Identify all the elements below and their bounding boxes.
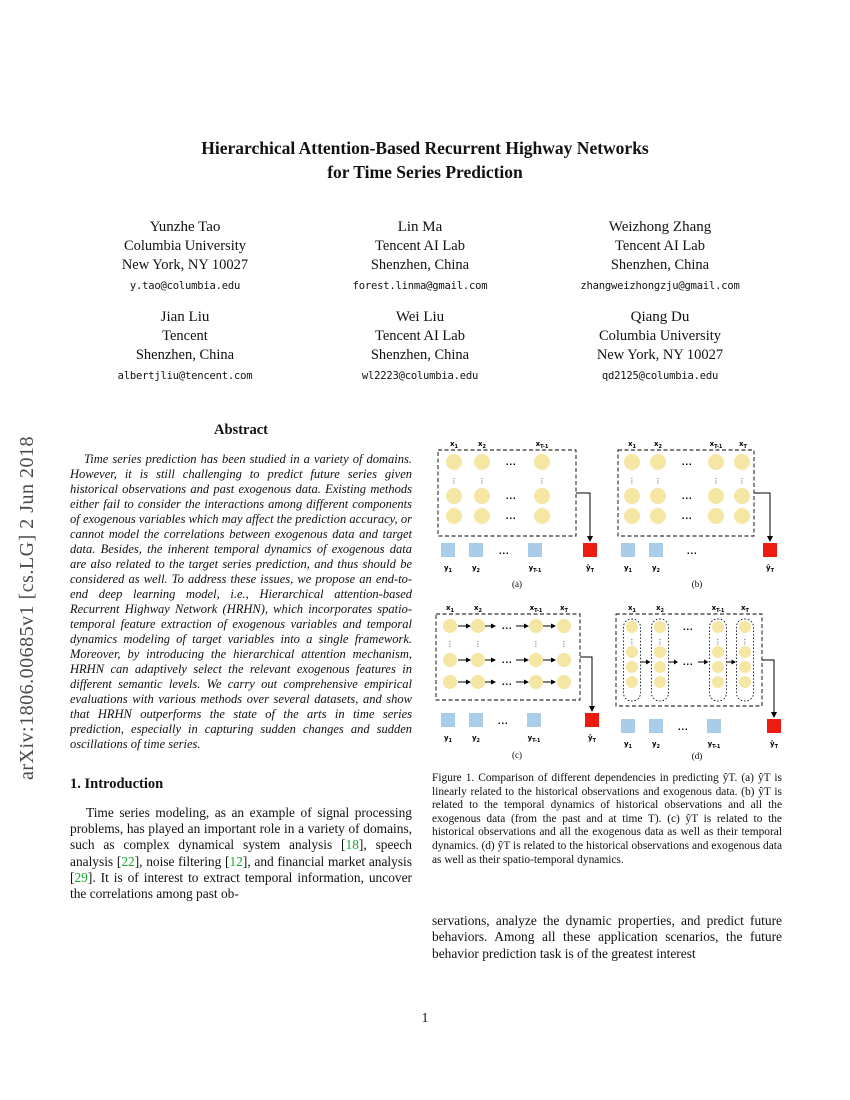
yT1-label: $y_{T-1}$ xyxy=(528,564,542,574)
author-affiliation: Tencent AI Lab xyxy=(375,328,465,344)
introduction-paragraph xyxy=(70,805,412,902)
xT-label: $x_T$ xyxy=(741,604,749,614)
title-line-1: Hierarchical Attention-Based Recurrent Highway Networks xyxy=(201,138,649,158)
arrowhead-icon xyxy=(589,706,595,712)
xT1-label: $x_{T-1}$ xyxy=(535,440,549,450)
ellipsis: ... xyxy=(681,492,693,501)
panel-label-a: (a) xyxy=(512,579,522,589)
author-location: Shenzhen, China xyxy=(370,347,470,363)
author-block xyxy=(540,218,780,292)
exogenous-nodes xyxy=(446,454,550,524)
arrowhead-icon xyxy=(767,536,773,542)
author-name: Weizhong Zhang xyxy=(608,219,712,235)
ellipsis: ... xyxy=(681,458,693,467)
author-block xyxy=(70,218,300,292)
author-block xyxy=(70,308,300,382)
vertical-dots: ⋮ xyxy=(450,477,458,485)
vertical-dots: ⋮ xyxy=(446,640,454,648)
x1-label: $x_1$ xyxy=(628,440,636,450)
xT1-label: $x_{T-1}$ xyxy=(529,604,543,614)
vertical-dots: ⋮ xyxy=(474,640,482,648)
author-affiliation: Columbia University xyxy=(598,328,722,344)
vertical-dots: ⋮ xyxy=(628,477,636,485)
x2-label: $x_2$ xyxy=(474,604,482,614)
prediction-square xyxy=(585,713,599,727)
subfigure-c xyxy=(432,600,602,762)
vertical-dots: ⋮ xyxy=(532,640,540,648)
author-name: Jian Liu xyxy=(160,309,210,325)
paper-title xyxy=(0,136,850,184)
x1-label: $x_1$ xyxy=(446,604,454,614)
dependency-connector xyxy=(754,493,770,537)
panel-label-b: (b) xyxy=(691,579,703,589)
ellipsis: ... xyxy=(501,622,513,631)
yT1-label: $y_{T-1}$ xyxy=(527,734,541,744)
subfigure-d xyxy=(612,600,782,762)
target-history-squares xyxy=(621,543,663,557)
arxiv-stamp: arXiv:1806.00685v1 [cs.LG] 2 Jun 2018 xyxy=(16,435,38,780)
prediction-square xyxy=(583,543,597,557)
vertical-dots: ⋮ xyxy=(714,638,722,646)
xT1-label: $x_{T-1}$ xyxy=(709,440,723,450)
author-name: Qiang Du xyxy=(630,309,690,325)
figure-row-bottom xyxy=(432,600,782,762)
left-column xyxy=(70,422,412,902)
x1-label: $x_1$ xyxy=(628,604,636,614)
figure-1 xyxy=(432,436,782,962)
prediction-square xyxy=(767,719,781,733)
vertical-dots: ⋮ xyxy=(628,638,636,646)
vertical-dots: ⋮ xyxy=(712,477,720,485)
yhatT-label: $ŷ_T$ xyxy=(588,734,596,744)
author-block xyxy=(300,218,540,292)
dependency-connector xyxy=(576,493,590,537)
vertical-dots: ⋮ xyxy=(656,638,664,646)
ellipsis: ... xyxy=(682,658,694,667)
figure-row-top xyxy=(432,436,782,592)
author-location: New York, NY 10027 xyxy=(121,257,249,273)
author-email: zhangweizhongzju@gmail.com xyxy=(580,280,740,292)
y2-label: $y_2$ xyxy=(471,564,481,574)
author-name: Lin Ma xyxy=(397,219,443,235)
author-location: Shenzhen, China xyxy=(610,257,710,273)
panel-label-c: (c) xyxy=(512,750,522,760)
ellipsis: ... xyxy=(682,623,694,632)
citation-link[interactable]: 29 xyxy=(74,869,88,885)
vertical-dots: ⋮ xyxy=(738,477,746,485)
xT-label: $x_T$ xyxy=(739,440,747,450)
y1-label: $y_1$ xyxy=(443,734,453,744)
author-affiliation: Tencent AI Lab xyxy=(615,238,705,254)
author-block xyxy=(540,308,780,382)
intro-text: ], noise filtering [ xyxy=(134,853,230,869)
x2-label: $x_2$ xyxy=(656,604,664,614)
intro-text: ], and financial market analysis [ xyxy=(70,853,412,885)
temporal-arrows xyxy=(458,624,556,685)
ellipsis: ... xyxy=(497,717,509,726)
intro-text: ]. It is of interest to extract temporal information, uncover the correlations among past ob- xyxy=(70,869,412,902)
author-location: Shenzhen, China xyxy=(370,257,470,273)
ellipsis: ... xyxy=(505,492,517,501)
right-column-paragraph: servations, analyze the dynamic properties, and predict future behaviors. Among all these application scenarios, the future behavior prediction task is of the greatest interest xyxy=(432,913,782,961)
abstract-heading: Abstract xyxy=(214,422,268,438)
introduction-heading: 1. Introduction xyxy=(70,776,164,792)
ellipsis: ... xyxy=(505,458,517,467)
author-location: New York, NY 10027 xyxy=(596,347,724,363)
author-email: qd2125@columbia.edu xyxy=(601,370,719,382)
vertical-dots: ⋮ xyxy=(654,477,662,485)
author-name: Yunzhe Tao xyxy=(149,219,221,235)
target-history-squares xyxy=(441,713,541,727)
ellipsis: ... xyxy=(501,678,513,687)
xT-label: $x_T$ xyxy=(560,604,568,614)
author-affiliation: Tencent xyxy=(162,328,208,344)
author-location: Shenzhen, China xyxy=(135,347,235,363)
x2-label: $x_2$ xyxy=(654,440,662,450)
author-email: albertjliu@tencent.com xyxy=(117,370,253,382)
ellipsis: ... xyxy=(498,547,510,556)
y1-label: $y_1$ xyxy=(623,740,633,750)
vertical-dots: ⋮ xyxy=(741,638,749,646)
authors-grid xyxy=(70,218,780,382)
xT1-label: $x_{T-1}$ xyxy=(711,604,725,614)
yhatT-label: $ŷ_T$ xyxy=(766,564,774,574)
vertical-dots: ⋮ xyxy=(538,477,546,485)
page-number: 1 xyxy=(421,1010,429,1025)
ellipsis: ... xyxy=(501,656,513,665)
intro-text: ], speech analysis [ xyxy=(70,837,412,869)
author-name: Wei Liu xyxy=(395,309,445,325)
prediction-square xyxy=(763,543,777,557)
abstract-text: Time series prediction has been studied in a variety of domains. However, it is still challenging to predict future series given historical observations and past exogenous data. Existing methods either fail to consider the interactions among different components of exogenous variables which may affect the prediction accuracy, or cannot model the correlations between exogenous data and target data. Besides, the inherent temporal dynamics of exogenous data are also related to the target series prediction, and thus should be considered as well. To address these issues, we propose an end-to-end deep learning model, i.e., Hierarchical attention-based Recurrent Highway Network (HRHN), which incorporates spatio-temporal feature extraction of exogenous variables and temporal dynamics modeling of target variables into a single framework. Moreover, by introducing the hierarchical attention mechanism, HRHN can adaptively select the relevant exogenous features in different semantic levels. We carry out comprehensive empirical evaluations with various methods over several datasets, and show that HRHN outperforms the state of the arts in time series prediction, especially in capturing sudden changes and sudden oscillations of time series. xyxy=(70,452,412,751)
author-email: wl2223@columbia.edu xyxy=(361,370,479,382)
citation-link[interactable]: 18 xyxy=(345,837,359,853)
author-block xyxy=(300,308,540,382)
subfigure-a xyxy=(432,436,602,592)
citation-link[interactable]: 12 xyxy=(229,853,243,869)
subfigure-b xyxy=(612,436,782,592)
dependency-connector xyxy=(580,657,592,707)
ellipsis: ... xyxy=(677,723,689,732)
target-history-squares xyxy=(621,719,721,733)
x1-label: $x_1$ xyxy=(450,440,458,450)
ellipsis: ... xyxy=(686,547,698,556)
ellipsis: ... xyxy=(505,512,517,521)
yhatT-label: $ŷ_T$ xyxy=(770,740,778,750)
title-line-2: for Time Series Prediction xyxy=(327,162,523,182)
arrowhead-icon xyxy=(587,536,593,542)
x2-label: $x_2$ xyxy=(478,440,486,450)
yhatT-label: $ŷ_T$ xyxy=(586,564,594,574)
author-affiliation: Tencent AI Lab xyxy=(375,238,465,254)
y2-label: $y_2$ xyxy=(651,564,661,574)
vertical-dots: ⋮ xyxy=(560,640,568,648)
y1-label: $y_1$ xyxy=(623,564,633,574)
arrowhead-icon xyxy=(771,712,777,718)
vertical-dots: ⋮ xyxy=(478,477,486,485)
y1-label: $y_1$ xyxy=(443,564,453,574)
ellipsis: ... xyxy=(681,512,693,521)
figure-caption: Figure 1. Comparison of different dependencies in predicting ŷT. (a) ŷT is linearly related to the historical observations and exogenous data. (b) ŷT is related to the temporal dynamics of historical observations and all the exogenous data (from the past and at time T). (c) ŷT is related to the historical observations and all the exogenous data as well as their temporal dynamics. (d) ŷT is related to the historical observations and exogenous data as well as their spatio-temporal dynamics. xyxy=(432,772,782,866)
yT1-label: $y_{T-1}$ xyxy=(707,740,721,750)
dependency-connector xyxy=(762,660,774,713)
target-history-squares xyxy=(441,543,542,557)
author-email: forest.linma@gmail.com xyxy=(352,280,488,292)
author-email: y.tao@columbia.edu xyxy=(129,280,241,292)
y2-label: $y_2$ xyxy=(471,734,481,744)
y2-label: $y_2$ xyxy=(651,740,661,750)
citation-link[interactable]: 22 xyxy=(121,853,135,869)
author-affiliation: Columbia University xyxy=(123,238,247,254)
intro-text: Time series modeling, as an example of signal processing problems, has played an important role in a variety of domains, such as complex dynamical system analysis [ xyxy=(70,805,412,853)
panel-label-d: (d) xyxy=(691,751,703,761)
